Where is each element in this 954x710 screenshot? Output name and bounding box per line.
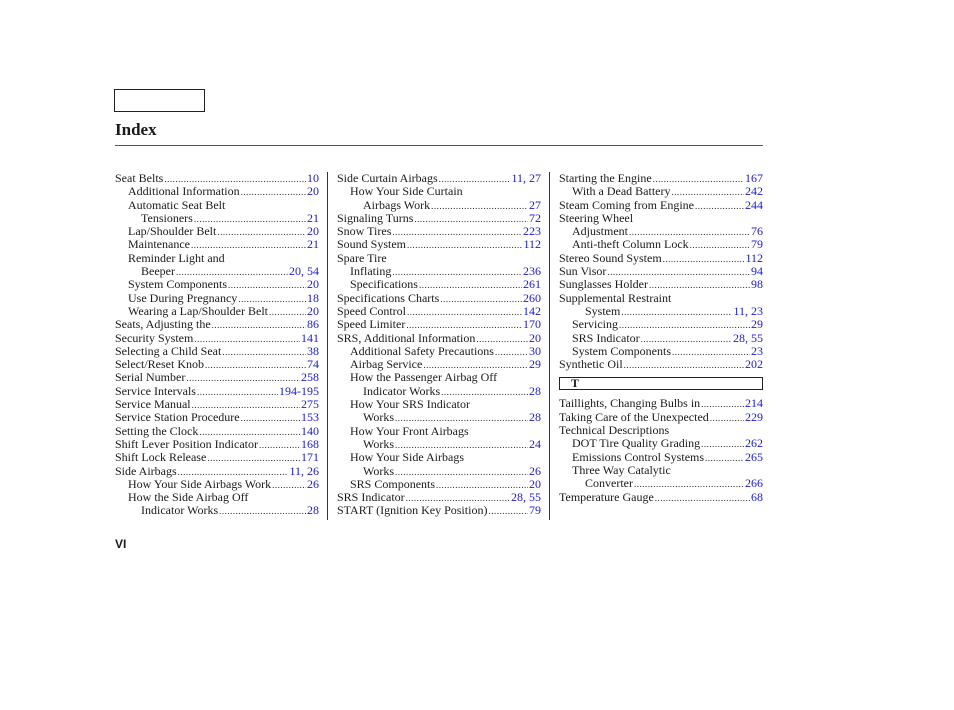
entry-label: Taillights, Changing Bulbs in <box>559 396 701 411</box>
dot-leader <box>621 306 732 319</box>
dot-leader <box>440 293 522 306</box>
page-reference-link[interactable]: 20 <box>307 303 319 318</box>
page-reference-link[interactable]: 112 <box>745 250 763 265</box>
dot-leader <box>207 452 300 465</box>
index-entry <box>559 318 763 331</box>
entry-label: Starting the Engine <box>559 171 652 185</box>
page-reference-link[interactable]: 229 <box>745 409 763 424</box>
entry-label: Reminder Light and <box>128 250 225 265</box>
entry-label: How Your Front Airbags <box>350 423 469 438</box>
entry-label: Adjustment <box>572 224 628 239</box>
index-entry <box>115 225 319 238</box>
page-reference-link[interactable]: 94 <box>751 264 763 279</box>
index-entry <box>115 292 319 305</box>
index-entry <box>559 411 763 424</box>
page-reference-link[interactable]: 244 <box>745 197 763 212</box>
index-column-3 <box>559 172 763 504</box>
page-reference-link[interactable]: 74 <box>307 357 319 372</box>
entry-label: Supplemental Restraint <box>559 290 672 305</box>
page-reference-link[interactable]: 27 <box>529 197 541 212</box>
dot-leader <box>269 306 306 319</box>
entry-label: Shift Lock Release <box>115 450 207 465</box>
index-entry <box>337 265 541 278</box>
entry-label: Indicator Works <box>363 383 441 398</box>
dot-leader <box>228 279 306 292</box>
page-reference-link[interactable]: 167 <box>745 171 763 185</box>
page-reference-link[interactable]: 38 <box>307 343 319 358</box>
index-entry <box>337 371 541 384</box>
index-entry <box>559 238 763 251</box>
page-reference-link[interactable]: 21 <box>307 210 319 225</box>
column-divider <box>549 172 550 520</box>
entry-label: Wearing a Lap/Shoulder Belt <box>128 303 268 318</box>
dot-leader <box>495 346 528 359</box>
page-reference-link[interactable]: 10 <box>307 171 319 185</box>
index-entry <box>337 212 541 225</box>
entry-label: Converter <box>585 476 633 491</box>
entry-label: How Your Side Airbags <box>350 450 465 465</box>
page-reference-link[interactable]: 236 <box>523 264 541 279</box>
index-entry <box>115 185 319 198</box>
dot-leader <box>663 253 745 266</box>
page-reference-link[interactable]: 29 <box>751 317 763 332</box>
entry-label: Select/Reset Knob <box>115 357 204 372</box>
page-reference-link[interactable]: 28 <box>529 410 541 425</box>
index-entry <box>337 398 541 411</box>
page-reference-link[interactable]: 68 <box>751 489 763 504</box>
page-reference-link[interactable]: 20 <box>529 330 541 345</box>
entry-label: Automatic Seat Belt <box>128 197 226 212</box>
page-reference-link[interactable]: 23 <box>751 343 763 358</box>
column-divider <box>327 172 328 520</box>
index-entry <box>559 424 763 437</box>
index-entry <box>115 398 319 411</box>
entry-label: Service Manual <box>115 397 191 412</box>
page-reference-link[interactable]: 20 <box>529 476 541 491</box>
entry-label: Lap/Shoulder Belt <box>128 224 217 239</box>
entry-label: Servicing <box>572 317 618 332</box>
index-entry <box>115 252 319 265</box>
index-entry <box>337 252 541 265</box>
entry-label: Works <box>363 436 395 451</box>
index-entry <box>115 238 319 251</box>
header-box <box>114 89 205 112</box>
page-reference-link[interactable]: 171 <box>301 450 319 465</box>
page-reference-link[interactable]: 261 <box>523 277 541 292</box>
entry-label: Airbag Service <box>350 357 423 372</box>
page-reference-link[interactable]: 28, 55 <box>511 490 541 505</box>
page-reference-link[interactable]: 11, 27 <box>511 171 541 185</box>
dot-leader <box>407 239 522 252</box>
entry-label: Sun Visor <box>559 264 607 279</box>
index-entry <box>115 385 319 398</box>
entry-label: Temperature Gauge <box>559 489 654 504</box>
entry-label: Side Airbags <box>115 463 177 478</box>
page-reference-link[interactable]: 170 <box>523 317 541 332</box>
entry-label: Steam Coming from Engine <box>559 197 694 212</box>
page-reference-link[interactable]: 266 <box>745 476 763 491</box>
index-entry <box>559 397 763 410</box>
title-divider <box>115 145 763 146</box>
index-entry <box>115 478 319 491</box>
index-entry <box>559 172 763 185</box>
dot-leader <box>212 319 306 332</box>
entry-label: Side Curtain Airbags <box>337 171 438 185</box>
index-entry <box>559 437 763 450</box>
page-title: Index <box>115 120 157 139</box>
index-entry <box>337 504 541 517</box>
dot-leader <box>710 412 744 425</box>
entry-label: System Components <box>572 343 672 358</box>
page-reference-link[interactable]: 20 <box>307 184 319 199</box>
entry-label: Works <box>363 463 395 478</box>
dot-leader <box>414 213 528 226</box>
index-entry <box>115 332 319 345</box>
dot-leader <box>205 359 306 372</box>
index-entry <box>559 345 763 358</box>
index-entry <box>559 451 763 464</box>
index-entry <box>337 491 541 504</box>
entry-label: Snow Tires <box>337 224 392 239</box>
index-entry <box>115 504 319 517</box>
dot-leader <box>431 200 528 213</box>
dot-leader <box>219 505 306 518</box>
dot-leader <box>217 226 306 239</box>
entry-label: Selecting a Child Seat <box>115 343 222 358</box>
page-reference-link[interactable]: 28, 55 <box>733 330 763 345</box>
page-reference-link[interactable]: 112 <box>523 237 541 252</box>
page-reference-link[interactable]: 72 <box>529 210 541 225</box>
page-reference-link[interactable]: 30 <box>529 343 541 358</box>
page-reference-link[interactable]: 26 <box>307 476 319 491</box>
index-entry <box>115 305 319 318</box>
page-reference-link[interactable]: 79 <box>751 237 763 252</box>
index-entry <box>337 185 541 198</box>
entry-label: SRS, Additional Information <box>337 330 476 345</box>
entry-label: Security System <box>115 330 194 345</box>
dot-leader <box>690 239 750 252</box>
page-reference-link[interactable]: 223 <box>523 224 541 239</box>
index-entry <box>115 371 319 384</box>
entry-label: SRS Components <box>350 476 436 491</box>
page-reference-link[interactable]: 24 <box>529 436 541 451</box>
index-entry <box>337 411 541 424</box>
index-entry <box>115 451 319 464</box>
dot-leader <box>259 439 300 452</box>
entry-label: Airbags Work <box>363 197 431 212</box>
entry-label: Speed Limiter <box>337 317 406 332</box>
entry-label: Additional Safety Precautions <box>350 343 494 358</box>
index-entry <box>337 425 541 438</box>
entry-label: How Your SRS Indicator <box>350 397 471 412</box>
index-entry <box>559 212 763 225</box>
index-column-2 <box>337 172 541 518</box>
index-entry <box>115 199 319 212</box>
index-entry <box>337 238 541 251</box>
entry-label: Speed Control <box>337 303 406 318</box>
page-reference-link[interactable]: 20, 54 <box>289 264 319 279</box>
page-reference-link[interactable]: 140 <box>301 423 319 438</box>
index-entry <box>559 491 763 504</box>
page-reference-link[interactable]: 29 <box>529 357 541 372</box>
index-entry <box>115 411 319 424</box>
index-entry <box>115 278 319 291</box>
entry-label: System <box>585 303 621 318</box>
index-entry <box>559 199 763 212</box>
index-entry <box>337 478 541 491</box>
entry-label: Steering Wheel <box>559 210 634 225</box>
index-entry <box>337 292 541 305</box>
entry-label: Three Way Catalytic <box>572 462 671 477</box>
index-entry <box>337 385 541 398</box>
page-reference-link[interactable]: 141 <box>301 330 319 345</box>
page-reference-link[interactable]: 20 <box>307 277 319 292</box>
entry-label: Anti-theft Column Lock <box>572 237 689 252</box>
entry-label: Shift Lever Position Indicator <box>115 436 258 451</box>
page-reference-link[interactable]: 258 <box>301 370 319 385</box>
page-reference-link[interactable]: 79 <box>529 503 541 518</box>
dot-leader <box>407 306 522 319</box>
entry-label: Service Station Procedure <box>115 410 240 425</box>
entry-label: Specifications Charts <box>337 290 440 305</box>
index-entry <box>115 358 319 371</box>
entry-label: Emissions Control Systems <box>572 449 705 464</box>
entry-label: System Components <box>128 277 228 292</box>
index-entry <box>115 465 319 478</box>
entry-label: Indicator Works <box>141 503 219 518</box>
entry-label: With a Dead Battery <box>572 184 671 199</box>
index-entry <box>559 185 763 198</box>
entry-label: Specifications <box>350 277 418 292</box>
index-entry <box>337 172 541 185</box>
entry-label: Spare Tire <box>337 250 387 265</box>
entry-label: Beeper <box>141 264 175 279</box>
entry-label: Serial Number <box>115 370 186 385</box>
page-reference-link[interactable]: 265 <box>745 449 763 464</box>
index-entry <box>337 225 541 238</box>
entry-label: Use During Pregnancy <box>128 290 238 305</box>
dot-leader <box>241 186 306 199</box>
index-entry <box>337 465 541 478</box>
index-entry <box>115 425 319 438</box>
entry-label: Taking Care of the Unexpected <box>559 409 709 424</box>
index-entry <box>337 358 541 371</box>
index-entry <box>115 491 319 504</box>
entry-label: How Your Side Curtain <box>350 184 463 199</box>
page-reference-link[interactable]: 26 <box>529 463 541 478</box>
index-entry <box>559 477 763 490</box>
entry-label: Maintenance <box>128 237 190 252</box>
index-entry <box>559 252 763 265</box>
index-entry <box>115 265 319 278</box>
dot-leader <box>272 479 306 492</box>
index-entry <box>559 265 763 278</box>
page-reference-link[interactable]: 142 <box>523 303 541 318</box>
index-entry <box>337 318 541 331</box>
page-reference-link[interactable]: 262 <box>745 436 763 451</box>
index-entry <box>559 292 763 305</box>
dot-leader <box>655 492 750 505</box>
entry-label: Technical Descriptions <box>559 423 670 438</box>
index-entry <box>337 451 541 464</box>
index-entry <box>115 438 319 451</box>
page-number: VI <box>115 537 127 551</box>
page-reference-link[interactable]: 202 <box>745 357 763 372</box>
index-column-1 <box>115 172 319 518</box>
page-reference-link[interactable]: 11, 26 <box>289 463 319 478</box>
entry-label: Inflating <box>350 264 392 279</box>
entry-label: Stereo Sound System <box>559 250 662 265</box>
entry-label: Service Intervals <box>115 383 196 398</box>
index-entry <box>559 278 763 291</box>
index-entry <box>115 172 319 185</box>
index-entry <box>559 305 763 318</box>
page-reference-link[interactable]: 20 <box>307 224 319 239</box>
entry-label: SRS Indicator <box>337 490 405 505</box>
entry-label: How Your Side Airbags Work <box>128 476 272 491</box>
index-entry <box>559 358 763 371</box>
page-reference-link[interactable]: 21 <box>307 237 319 252</box>
entry-label: How the Side Airbag Off <box>128 490 249 505</box>
dot-leader <box>241 412 300 425</box>
index-entry <box>559 464 763 477</box>
entry-label: Seat Belts <box>115 171 164 185</box>
entry-label: Sunglasses Holder <box>559 277 648 292</box>
entry-label: Seats, Adjusting the <box>115 317 211 332</box>
entry-label: Sound System <box>337 237 407 252</box>
dot-leader <box>701 438 744 451</box>
dot-leader <box>222 346 306 359</box>
page-reference-link[interactable]: 275 <box>301 397 319 412</box>
page-reference-link[interactable]: 11, 23 <box>733 303 763 318</box>
entry-label: Setting the Clock <box>115 423 199 438</box>
index-entry <box>115 345 319 358</box>
index-entry <box>337 345 541 358</box>
dot-leader <box>392 226 522 239</box>
page-reference-link[interactable]: 153 <box>301 410 319 425</box>
page-reference-link[interactable]: 76 <box>751 224 763 239</box>
page-reference-link[interactable]: 214 <box>745 396 763 411</box>
entry-label: Synthetic Oil <box>559 357 623 372</box>
entry-label: START (Ignition Key Position) <box>337 503 488 518</box>
dot-leader <box>624 359 744 372</box>
page-reference-link[interactable]: 28 <box>307 503 319 518</box>
index-entry <box>337 305 541 318</box>
dot-leader <box>488 505 528 518</box>
dot-leader <box>695 200 744 213</box>
index-entry <box>337 332 541 345</box>
entry-label: DOT Tire Quality Grading <box>572 436 701 451</box>
index-entry <box>337 199 541 212</box>
page-reference-link[interactable]: 18 <box>307 290 319 305</box>
entry-label: How the Passenger Airbag Off <box>350 370 498 385</box>
entry-label: Works <box>363 410 395 425</box>
entry-label: Additional Information <box>128 184 240 199</box>
index-entry <box>337 438 541 451</box>
dot-leader <box>197 386 278 399</box>
index-entry <box>337 278 541 291</box>
dot-leader <box>705 452 744 465</box>
entry-label: Signaling Turns <box>337 210 414 225</box>
page-reference-link[interactable]: 98 <box>751 277 763 292</box>
index-entry <box>115 318 319 331</box>
index-entry <box>559 332 763 345</box>
entry-label: SRS Indicator <box>572 330 640 345</box>
page-reference-link[interactable]: 28 <box>529 383 541 398</box>
page-reference-link[interactable]: 168 <box>301 436 319 451</box>
dot-leader <box>672 346 750 359</box>
page-reference-link[interactable]: 86 <box>307 317 319 332</box>
index-entry <box>115 212 319 225</box>
page-reference-link[interactable]: 194-195 <box>279 383 319 398</box>
section-header: T <box>559 377 763 390</box>
page-reference-link[interactable]: 260 <box>523 290 541 305</box>
index-entry <box>559 225 763 238</box>
entry-label: Tensioners <box>141 210 193 225</box>
page-reference-link[interactable]: 242 <box>745 184 763 199</box>
